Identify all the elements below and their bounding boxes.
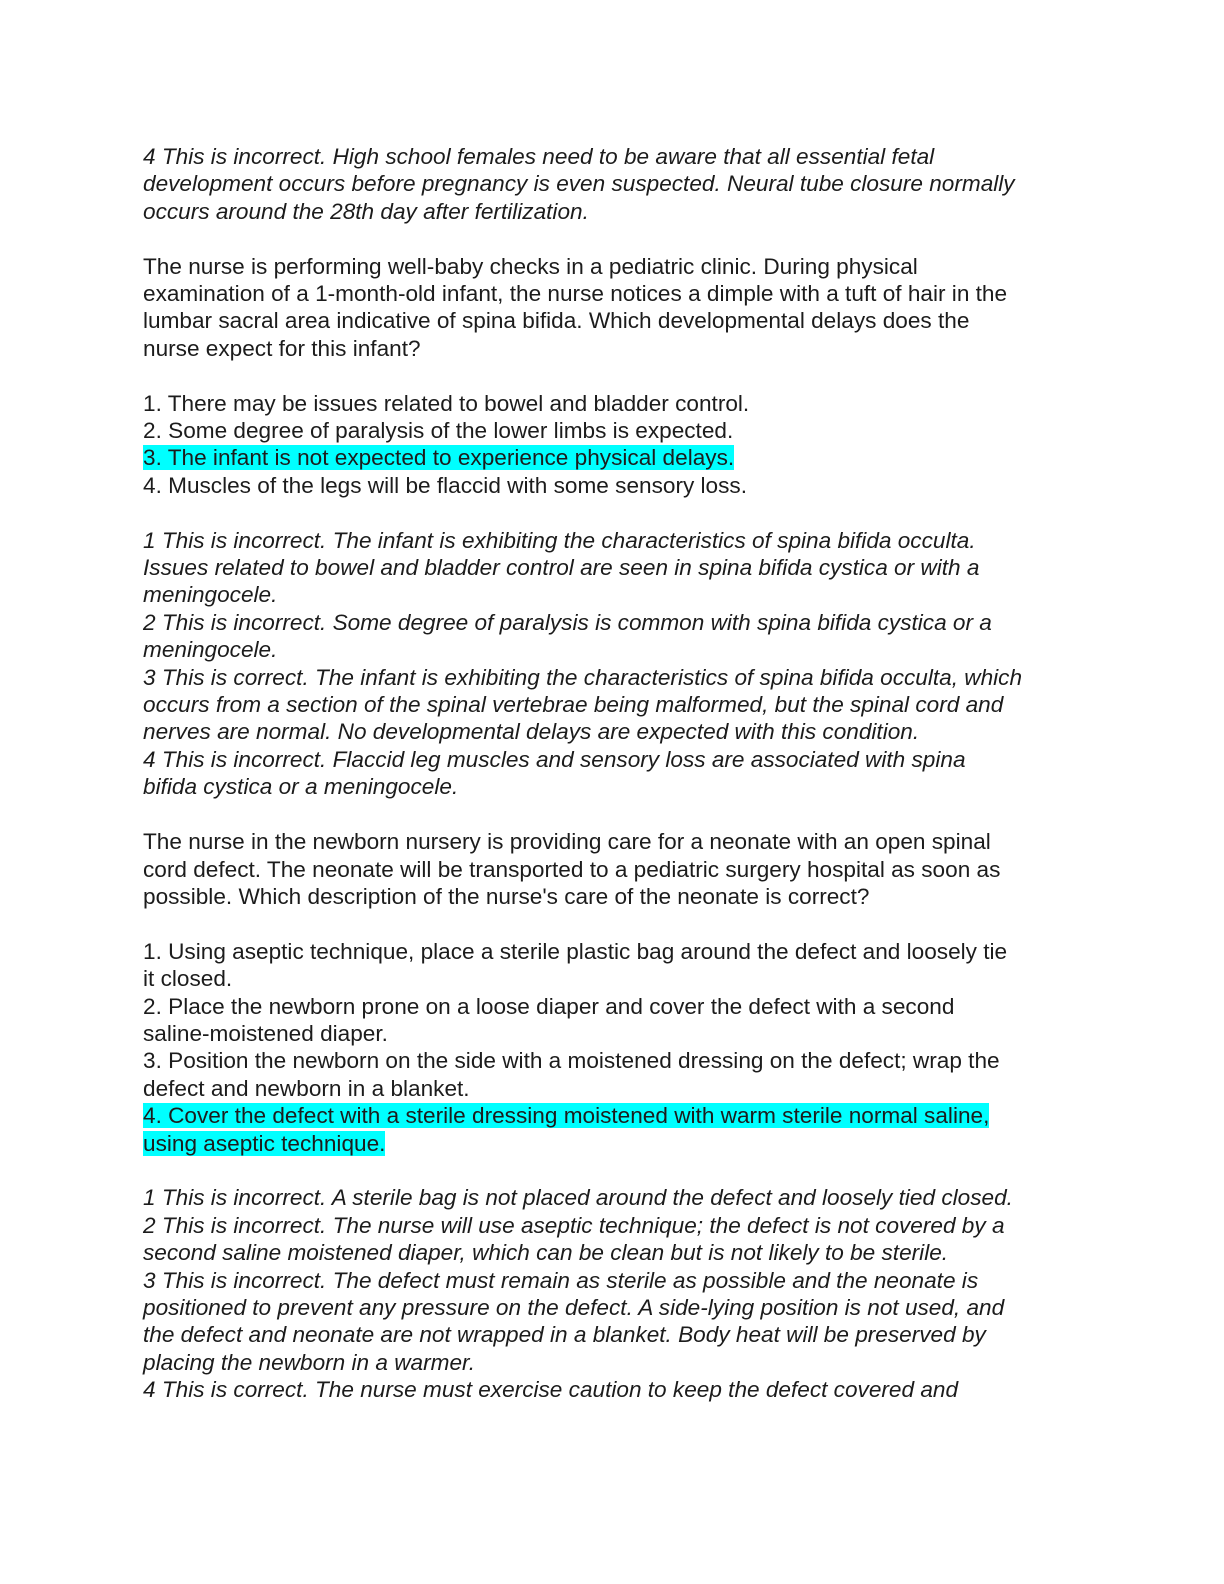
rationale-line: 1 This is incorrect. A sterile bag is not placed around the defect and loosely tied closed. xyxy=(143,1185,1013,1211)
highlight: 3. The infant is not expected to experience physical delays. xyxy=(143,445,735,471)
rationale-line: meningocele. xyxy=(143,637,278,663)
question-line: lumbar sacral area indicative of spina bifida. Which developmental delays does the xyxy=(143,308,970,334)
question-2-rationales xyxy=(143,1184,1078,1403)
rationale-line: second saline moistened diaper, which can be clean but is not likely to be sterile. xyxy=(143,1240,949,1266)
rationale-line: occurs around the 28th day after fertilization. xyxy=(143,198,589,224)
answer-option: 1. There may be issues related to bowel and bladder control. xyxy=(143,390,750,416)
rationale-line: 2 This is incorrect. Some degree of paralysis is common with spina bifida cystica or a xyxy=(143,609,992,635)
question-2-options xyxy=(143,938,1078,1157)
rationale-block-previous xyxy=(143,143,1078,225)
answer-option: saline-moistened diaper. xyxy=(143,1020,388,1046)
rationale-line: development occurs before pregnancy is even suspected. Neural tube closure normally xyxy=(143,171,1015,197)
rationale-line: nerves are normal. No developmental delays are expected with this condition. xyxy=(143,719,920,745)
question-line: cord defect. The neonate will be transported to a pediatric surgery hospital as soon as xyxy=(143,856,1001,882)
rationale-line: 4 This is incorrect. High school females need to be aware that all essential fetal xyxy=(143,144,935,169)
rationale-line: 1 This is incorrect. The infant is exhibiting the characteristics of spina bifida occulta. xyxy=(143,527,976,553)
rationale-line: 4 This is correct. The nurse must exercise caution to keep the defect covered and xyxy=(143,1377,959,1403)
question-1-options xyxy=(143,390,1078,500)
rationale-line: 2 This is incorrect. The nurse will use aseptic technique; the defect is not covered by a xyxy=(143,1212,1005,1238)
question-2-stem xyxy=(143,828,1078,910)
question-1-rationales xyxy=(143,527,1078,801)
answer-option: 3. Position the newborn on the side with a moistened dressing on the defect; wrap the xyxy=(143,1048,1000,1074)
answer-option-correct xyxy=(143,1102,1078,1129)
question-line: The nurse is performing well-baby checks in a pediatric clinic. During physical xyxy=(143,253,918,279)
question-line: possible. Which description of the nurse's care of the neonate is correct? xyxy=(143,883,870,909)
rationale-line: placing the newborn in a warmer. xyxy=(143,1349,475,1375)
answer-option: 2. Some degree of paralysis of the lower limbs is expected. xyxy=(143,418,734,444)
rationale-line: meningocele. xyxy=(143,582,278,608)
rationale-line: the defect and neonate are not wrapped in a blanket. Body heat will be preserved by xyxy=(143,1322,986,1348)
answer-option: 1. Using aseptic technique, place a sterile plastic bag around the defect and loosely tie xyxy=(143,938,1008,964)
answer-option: defect and newborn in a blanket. xyxy=(143,1075,470,1101)
rationale-line: occurs from a section of the spinal vertebrae being malformed, but the spinal cord and xyxy=(143,692,1004,718)
rationale-line: 3 This is incorrect. The defect must remain as sterile as possible and the neonate is xyxy=(143,1267,979,1293)
highlight: 4. Cover the defect with a sterile dressing moistened with warm sterile normal saline, xyxy=(143,1103,990,1129)
rationale-line: 4 This is incorrect. Flaccid leg muscles and sensory loss are associated with spina xyxy=(143,746,966,772)
document-page xyxy=(143,143,1078,1404)
answer-option-correct xyxy=(143,444,1078,471)
answer-option: 4. Muscles of the legs will be flaccid with some sensory loss. xyxy=(143,472,747,498)
highlight: using aseptic technique. xyxy=(143,1130,386,1156)
answer-option-correct xyxy=(143,1130,1078,1157)
rationale-line: positioned to prevent any pressure on the defect. A side-lying position is not used, and xyxy=(143,1294,1005,1320)
question-1-stem xyxy=(143,253,1078,363)
answer-option: 2. Place the newborn prone on a loose diaper and cover the defect with a second xyxy=(143,993,955,1019)
rationale-line: bifida cystica or a meningocele. xyxy=(143,774,459,800)
question-line: examination of a 1-month-old infant, the nurse notices a dimple with a tuft of hair in the xyxy=(143,281,1008,307)
question-line: The nurse in the newborn nursery is providing care for a neonate with an open spinal xyxy=(143,829,991,855)
rationale-line: 3 This is correct. The infant is exhibiting the characteristics of spina bifida occulta, which xyxy=(143,664,1023,690)
answer-option: it closed. xyxy=(143,966,233,992)
rationale-line: Issues related to bowel and bladder control are seen in spina bifida cystica or with a xyxy=(143,555,980,581)
question-line: nurse expect for this infant? xyxy=(143,335,421,361)
